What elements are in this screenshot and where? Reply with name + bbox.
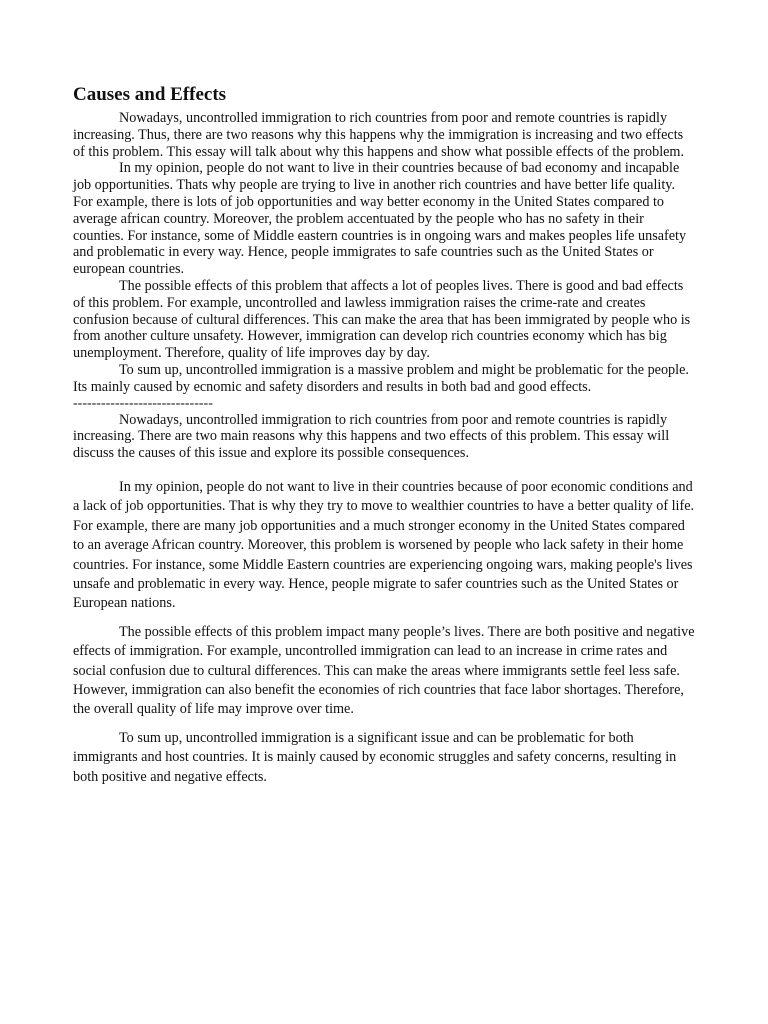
original-paragraph-intro: Nowadays, uncontrolled immigration to rich countries from poor and remote countries is rapidly increasing. Thus, there are two reasons why this happens why the immigration is increasing and two effects of this problem. This essay will talk about why this happens and show what possible effects of the problem. — [73, 110, 685, 160]
original-paragraph-conclusion: To sum up, uncontrolled immigration is a massive problem and might be problematic for the people. Its mainly caused by ecnomic and safety disorders and results in both bad and good effects. — [73, 361, 689, 395]
original-paragraph-effects: The possible effects of this problem that affects a lot of peoples lives. There is good and bad effects of this problem. For example, uncontrolled and lawless immigration raises the crime-rate and creates confusion because of cultural differences. This can make the area that has been immigrated by people who is from another culture unsafety. However, immigration can develop rich countries economy which has big unemployment. Therefore, quality of life improves day by day. — [73, 277, 691, 362]
revised-paragraph-causes: In my opinion, people do not want to live in their countries because of poor economic conditions and a lack of job opportunities. That is why they try to move to wealthier countries to have a better quality of life. For example, there are many job opportunities and a much stronger economy in the United States compared to an average African country. Moreover, this problem is worsened by people who lack safety in their home countries. For instance, some Middle Eastern countries are experiencing ongoing wars, making people's lives unsafe and problematic in every way. Hence, people migrate to safer countries such as the United States or European nations. — [73, 478, 695, 612]
document-title: Causes and Effects — [73, 84, 227, 105]
original-paragraph-causes: In my opinion, people do not want to live in their countries because of bad economy and incapable job opportunities. Thats why people are trying to live in another rich countries and have better life quality. For example, there is lots of job opportunities and way better economy in the United States compared to average african country. Moreover, the problem accentuated by the people who has no safety in their counties. For instance, some of Middle eastern countries is in ongoing wars and makes peoples life unsafety and problematic in every way. Hence, people immigrates to safe countries such as the United States or european countries. — [73, 160, 687, 278]
revised-paragraph-conclusion: To sum up, uncontrolled immigration is a significant issue and can be problematic for both immigrants and host countries. It is mainly caused by economic struggles and safety concerns, resulting in both positive and negative effects. — [73, 729, 677, 785]
revised-paragraph-effects: The possible effects of this problem impact many people’s lives. There are both positive and negative effects of immigration. For example, uncontrolled immigration can lead to an increase in crime rates and social confusion due to cultural differences. This can make the areas where immigrants settle feel less safe. However, immigration can also benefit the economies of rich countries that face labor shortages. Therefore, the overall quality of life may improve over time. — [73, 623, 695, 718]
revised-essay — [73, 478, 697, 787]
section-divider: ------------------------------ — [73, 395, 213, 411]
revised-paragraph-intro: Nowadays, uncontrolled immigration to rich countries from poor and remote countries is rapidly increasing. There are two main reasons why this happens and two effects of this problem. This essay will discuss the causes of this issue and explore its possible consequences. — [73, 411, 670, 462]
original-essay — [73, 110, 697, 396]
revised-intro-block — [73, 412, 697, 462]
document-page — [73, 84, 697, 796]
